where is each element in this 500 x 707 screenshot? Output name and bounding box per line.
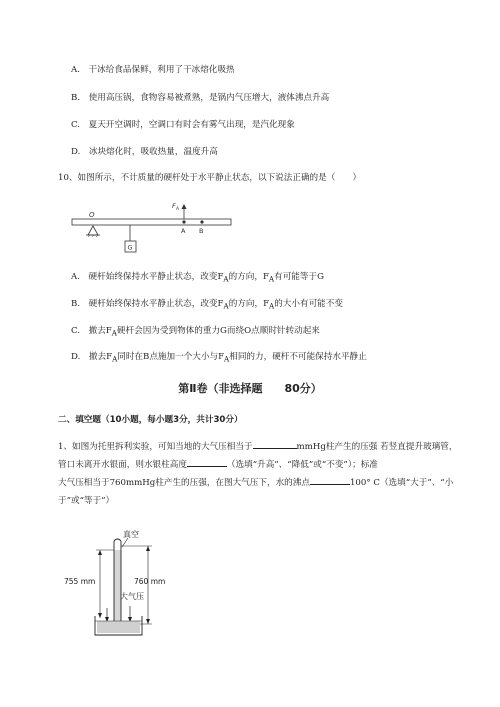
q1-line-2: 管口未离开水银面，则水银柱高度 （选填“升高”、“降低”或“不变”）；标准 [58, 460, 378, 470]
q10-option-c: C. 撤去$F_A$硬杆会因为受到物体的重力G而绕O点顺时针转动起来 [71, 326, 320, 338]
label-force-sub: A [176, 207, 180, 212]
dim-760-arrow-top [146, 546, 150, 551]
lever-bar [72, 219, 231, 225]
q9-option-d: D. 冰块熔化时，吸收热量，温度升高 [71, 147, 218, 157]
label-g: G [127, 243, 133, 252]
label-a: A [181, 227, 186, 235]
section-heading: 二、填空题（10小题，每小题3分，共计30分） [58, 415, 243, 425]
label-b: B [199, 227, 204, 235]
dim-755-arrow-bottom [98, 613, 102, 618]
label-o: O [89, 211, 95, 219]
q1-line-3: 大气压相当于760mmHg柱产生的压强，在图大气压下，水的沸点 100° C（选填“大于”、“小 [58, 478, 454, 488]
tube-top [114, 539, 121, 541]
q9-option-b: B. 使用高压锅，食物容易被煮熟，是锅内气压增大，液体沸点升高 [71, 93, 330, 103]
vacuum-pointer [122, 538, 128, 547]
dim-755-arrow-top [98, 550, 102, 555]
dim-760-arrow-bottom [146, 619, 150, 624]
q9-option-a: A. 干冰给食品保鲜，利用了干冰熔化吸热 [71, 65, 235, 75]
q10-option-d: D. 撤去$F_A$同时在B点施加一个大小与$F_A$相同的力，硬杆不可能保持水平静止 [71, 352, 367, 364]
q9-option-c: C. 夏天开空调时，空调口有时会有雾气出现，是汽化现象 [71, 120, 295, 130]
q10-stem: 10、如图所示，不计质量的硬杆处于水平静止状态，以下说法正确的是（ ） [58, 173, 362, 183]
answer-blank-3 [310, 476, 350, 485]
point-a-dot [182, 220, 185, 223]
label-force: F [172, 202, 176, 210]
part2-title: 第Ⅱ卷（非选择题 80分） [178, 382, 322, 395]
label-760: 760 mm [134, 577, 166, 586]
lever-figure [0, 0, 500, 270]
label-vacuum: 真空 [123, 530, 139, 539]
mercury-basin-fill [97, 621, 140, 633]
q10-option-a: A. 硬杆始终保持水平静止状态，改变$F_A$的方向，$F_A$有可能等于G [71, 272, 324, 284]
force-arrow-head [182, 204, 187, 209]
label-atm: 大气压 [120, 592, 144, 601]
torricelli-figure [0, 520, 200, 660]
point-b-dot [200, 220, 203, 223]
q1-line-1: 1、如图为托里拆利实验，可知当地的大气压相当于 mmHg柱产生的压强 若竖直提升玻璃管， [58, 442, 458, 452]
pivot-triangle [88, 226, 98, 235]
mercury-column [115, 550, 121, 628]
q1-line-4: 于”或“等于”） [58, 496, 115, 506]
answer-blank-1 [253, 440, 297, 449]
label-755: 755 mm [64, 577, 96, 586]
q10-option-b: B. 硬杆始终保持水平静止状态，改变$F_A$的方向，$F_A$的大小有可能不变 [71, 299, 343, 311]
answer-blank-2 [187, 458, 227, 467]
